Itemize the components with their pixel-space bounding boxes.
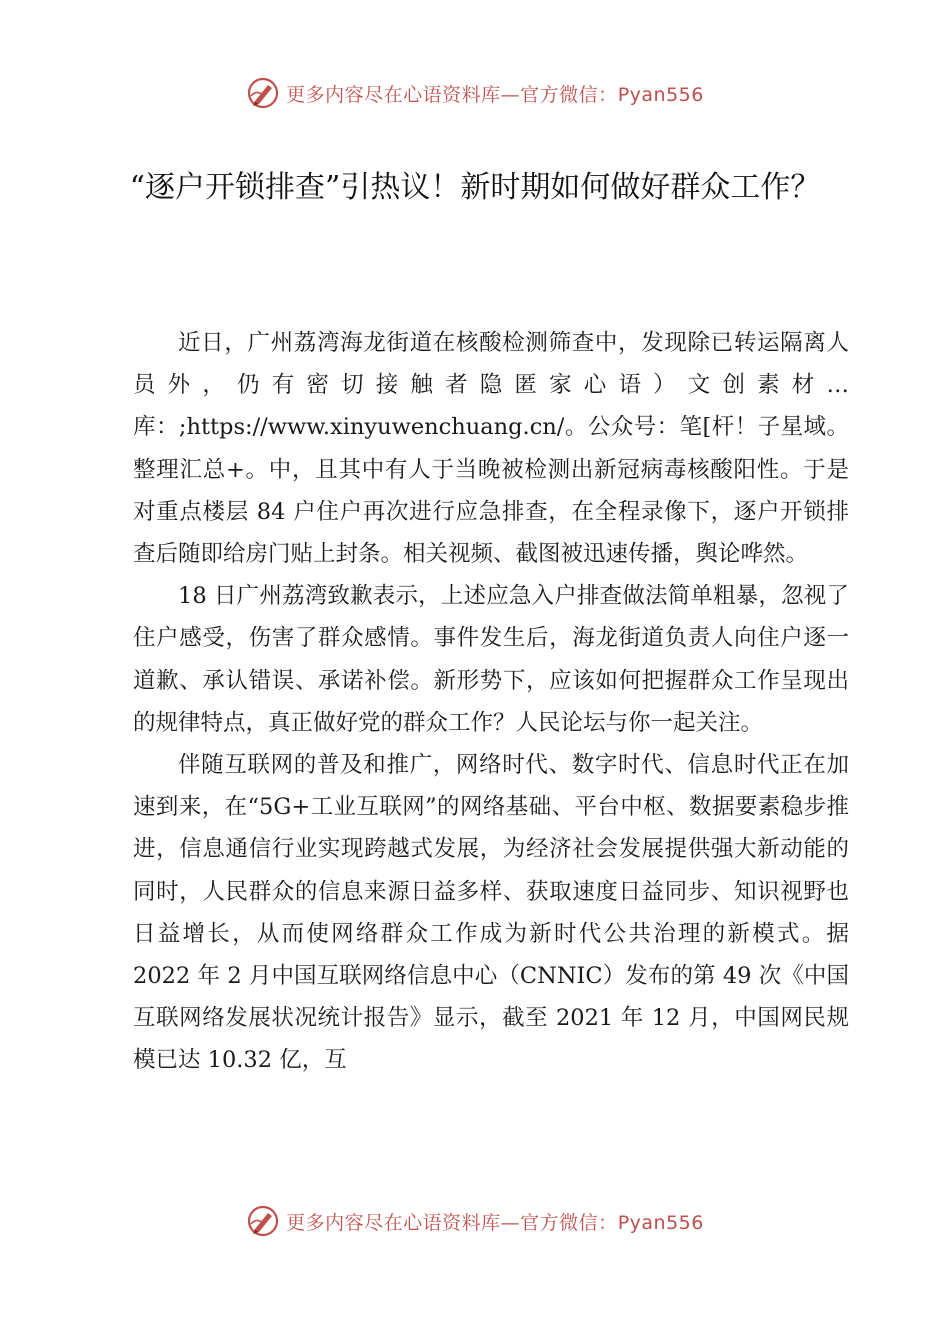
watermark-text: 更多内容尽在心语资料库—官方微信：Pyan556 (286, 83, 704, 106)
wechat-id: Pyan556 (617, 1211, 704, 1234)
pen-logo-icon (246, 76, 280, 110)
wechat-id: Pyan556 (617, 83, 704, 106)
pen-logo-icon (246, 1204, 280, 1238)
footer-watermark (0, 1201, 950, 1241)
watermark-text: 更多内容尽在心语资料库—官方微信：Pyan556 (286, 1211, 704, 1234)
paragraph-1: 近日，广州荔湾海龙街道在核酸检测筛查中，发现除已转运隔离人员外，仍有密切接触者隐匿家心语）文创素材…库：;https://www.xinyuwenchuang.cn/。公众号：笔[杆！子星域。整理汇总+。中，且其中有人于当晚被检测出新冠病毒核酸阳性。于是对重点楼层 84 户住户再次进行应急排查，在全程录像下，逐户开锁排查后随即给房门贴上封条。相关视频、截图被迅速传播，舆论哗然。 (133, 330, 849, 568)
paragraph-3: 伴随互联网的普及和推广，网络时代、数字时代、信息时代正在加速到来，在“5G+工业互联网”的网络基础、平台中枢、数据要素稳步推进，信息通信行业实现跨越式发展，为经济社会发展提供强大新动能的同时，人民群众的信息来源日益多样、获取速度日益同步、知识视野也日益增长，从而使网络群众工作成为新时代公共治理的新模式。据 2022 年 2 月中国互联网络信息中心（CNNIC）发布的第 49 次《中国互联网络发展状况统计报告》显示，截至 2021 年 12 月，中国网民规模已达 10.32 亿，互 (133, 752, 849, 1074)
article-body (133, 322, 849, 1082)
article-title: “逐户开锁排查”引热议！新时期如何做好群众工作？ (129, 170, 821, 205)
paragraph-2: 18 日广州荔湾致歉表示，上述应急入户排查做法简单粗暴，忽视了住户感受，伤害了群众感情。事件发生后，海龙街道负责人向住户逐一道歉、承认错误、承诺补偿。新形势下，应该如何把握群众工作呈现出的规律特点，真正做好党的群众工作？人民论坛与你一起关注。 (133, 583, 849, 736)
header-watermark (0, 73, 950, 113)
